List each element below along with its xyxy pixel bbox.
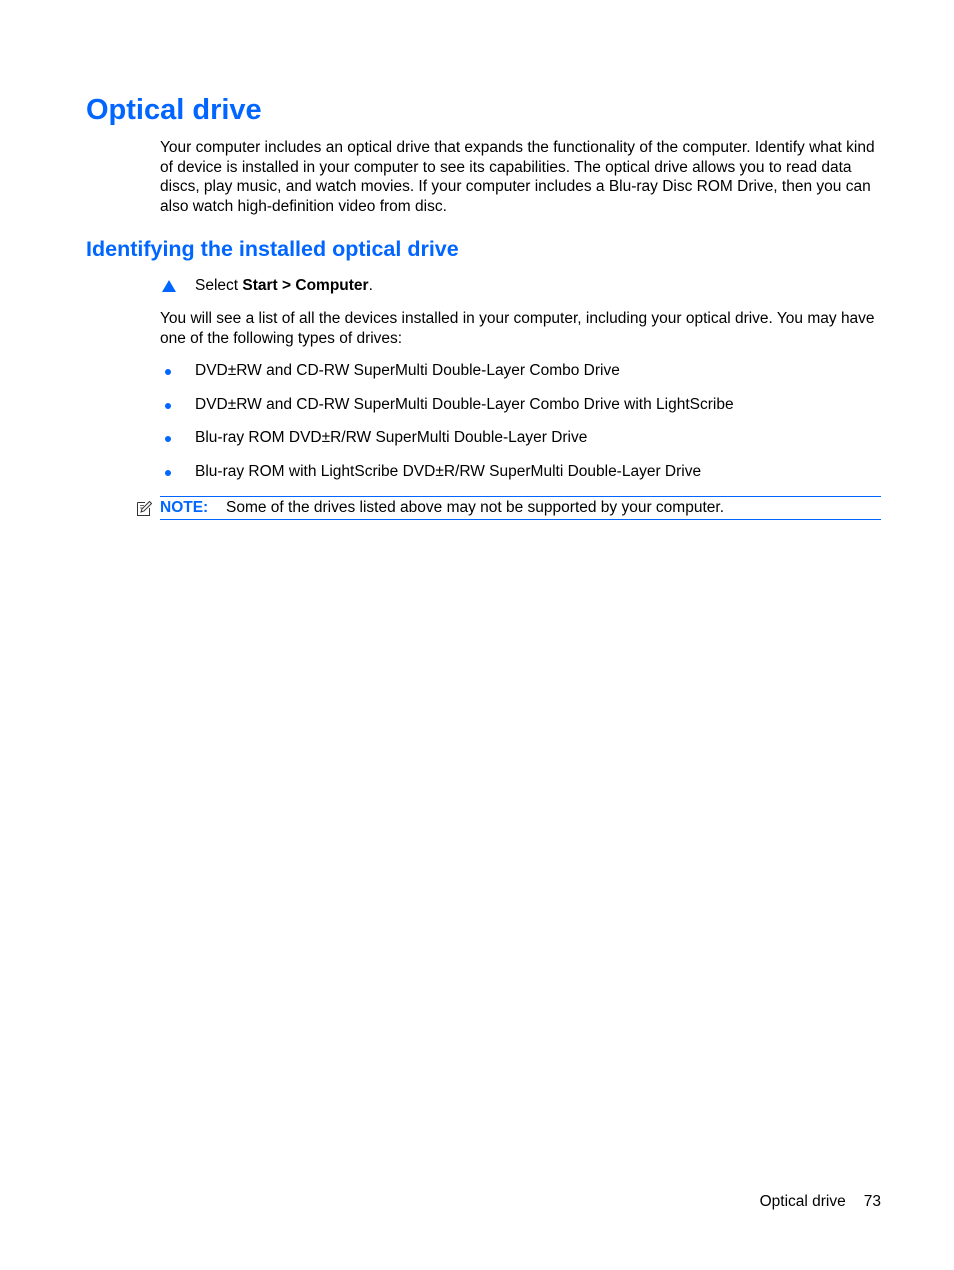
step-suffix: . [368, 277, 373, 294]
step-text [195, 276, 373, 296]
page-title: Optical drive [86, 94, 262, 126]
list-item-text: DVD±RW and CD-RW SuperMulti Double-Layer Combo Drive [195, 362, 620, 379]
section-title: Identifying the installed optical drive [86, 237, 459, 261]
note-pencil-icon [136, 499, 152, 517]
list-item [160, 428, 880, 448]
list-item-text: Blu-ray ROM DVD±R/RW SuperMulti Double-Layer Drive [195, 429, 588, 446]
list-item-text: Blu-ray ROM with LightScribe DVD±R/RW SuperMulti Double-Layer Drive [195, 463, 702, 480]
footer-section-name: Optical drive [759, 1193, 846, 1210]
list-item [160, 462, 880, 482]
bullet-icon [165, 436, 171, 442]
intro-paragraph: Your computer includes an optical drive that expands the functionality of the computer. Identify what kind of device is installed in your computer to see its capabilities. The optical drive allows you to read data discs, play music, and watch movies. If your computer includes a Blu-ray Disc ROM Drive, then you can also watch high-definition video from disc. [160, 139, 875, 215]
step-triangle-icon [162, 280, 176, 292]
note-text: Some of the drives listed above may not be supported by your computer. [226, 499, 724, 516]
bullet-icon [165, 470, 171, 476]
page-footer [760, 1192, 881, 1212]
drives-paragraph: You will see a list of all the devices installed in your computer, including your optical drive. You may have one of the following types of drives: [160, 310, 875, 347]
list-item-text: DVD±RW and CD-RW SuperMulti Double-Layer Combo Drive with LightScribe [195, 396, 734, 413]
step-prefix: Select [195, 277, 243, 294]
bullet-icon [165, 403, 171, 409]
note-box [160, 496, 881, 520]
note-label: NOTE: [160, 499, 209, 516]
list-item [160, 361, 880, 381]
step-menu-path: Start > Computer [242, 277, 369, 294]
list-item [160, 395, 880, 415]
bullet-icon [165, 369, 171, 375]
page-number: 73 [863, 1193, 881, 1210]
